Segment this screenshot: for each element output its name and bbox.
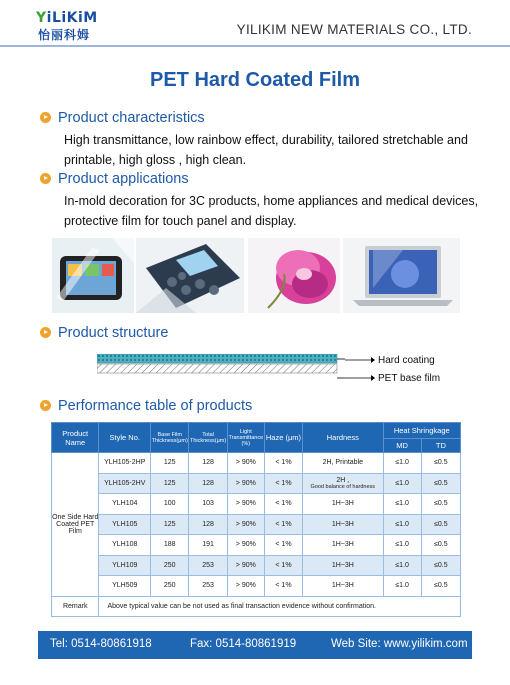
footer-website[interactable]: Web Site: www.yilikim.com bbox=[331, 638, 468, 650]
table-cell-hardness bbox=[303, 473, 383, 494]
photo-smartphone bbox=[52, 238, 134, 313]
header-base-film: Base Film Thickness(μm) bbox=[151, 423, 189, 453]
table-cell-hardness: 1H~3H bbox=[303, 555, 383, 576]
table-cell-total: 128 bbox=[189, 514, 227, 535]
table-cell-base: 125 bbox=[151, 514, 189, 535]
characteristics-text bbox=[64, 130, 468, 170]
section-heading-characteristics bbox=[40, 110, 205, 126]
performance-table bbox=[51, 422, 461, 617]
hardness-line-1: 2H , bbox=[336, 476, 350, 484]
header-total-thickness: Total Thickness(μm) bbox=[189, 423, 227, 453]
characteristics-line-1: High transmittance, low rainbow effect, durability, tailored stretchable and bbox=[64, 133, 468, 147]
table-cell-md: ≤1.0 bbox=[383, 494, 421, 515]
applications-line-2: protective film for touch panel and display. bbox=[64, 214, 297, 228]
header-md: MD bbox=[383, 439, 421, 453]
company-logo bbox=[36, 10, 98, 44]
table-row bbox=[52, 514, 461, 535]
table-cell-light: > 90% bbox=[227, 514, 264, 535]
footer-tel: Tel: 0514-80861918 bbox=[50, 638, 152, 650]
header-haze: Haze (μm) bbox=[264, 423, 302, 453]
section-heading-text: Product applications bbox=[58, 171, 189, 187]
header-td: TD bbox=[421, 439, 460, 453]
table-cell-style: YLH108 bbox=[99, 535, 151, 556]
logo-text: YiLiKiM bbox=[36, 10, 98, 26]
table-cell-haze: < 1% bbox=[264, 555, 302, 576]
table-cell-td: ≤0.5 bbox=[421, 535, 460, 556]
table-row bbox=[52, 576, 461, 597]
applications-line-1: In-mold decoration for 3C products, home appliances and medical devices, bbox=[64, 194, 479, 208]
table-cell-md: ≤1.0 bbox=[383, 473, 421, 494]
header-divider bbox=[0, 45, 510, 47]
table-cell-haze: < 1% bbox=[264, 494, 302, 515]
photo-laptop bbox=[343, 238, 460, 313]
header-light-transmittance: Light Transmittance (%) bbox=[227, 423, 264, 453]
table-cell-style: YLH109 bbox=[99, 555, 151, 576]
table-cell-total: 253 bbox=[189, 576, 227, 597]
table-cell-td: ≤0.5 bbox=[421, 555, 460, 576]
product-name-cell: One Side Hard Coated PET Film bbox=[52, 453, 99, 597]
table-cell-md: ≤1.0 bbox=[383, 576, 421, 597]
table-cell-td: ≤0.5 bbox=[421, 576, 460, 597]
label-hard-coating: Hard coating bbox=[378, 355, 435, 366]
header-product-name: Product Name bbox=[52, 423, 99, 453]
section-heading-applications bbox=[40, 171, 189, 187]
table-cell-haze: < 1% bbox=[264, 535, 302, 556]
table-cell-hardness: 1H~3H bbox=[303, 514, 383, 535]
table-cell-td: ≤0.5 bbox=[421, 494, 460, 515]
pet-base-layer bbox=[97, 364, 337, 373]
structure-arrows bbox=[345, 356, 375, 386]
section-heading-text: Performance table of products bbox=[58, 398, 253, 414]
table-cell-haze: < 1% bbox=[264, 453, 302, 474]
table-cell-td: ≤0.5 bbox=[421, 514, 460, 535]
table-cell-style: YLH509 bbox=[99, 576, 151, 597]
footer-fax: Fax: 0514-80861919 bbox=[190, 638, 297, 650]
bullet-icon bbox=[40, 112, 51, 123]
table-cell-td: ≤0.5 bbox=[421, 473, 460, 494]
photo-flower bbox=[248, 238, 340, 313]
table-row bbox=[52, 555, 461, 576]
table-cell-total: 128 bbox=[189, 453, 227, 474]
table-cell-light: > 90% bbox=[227, 494, 264, 515]
page-title: PET Hard Coated Film bbox=[149, 69, 361, 91]
table-cell-total: 191 bbox=[189, 535, 227, 556]
hardness-line-2: Good balance of hardness bbox=[310, 483, 376, 490]
table-cell-hardness: 1H~3H bbox=[303, 576, 383, 597]
bullet-icon bbox=[40, 327, 51, 338]
remark-text: Above typical value can be not used as final transaction evidence without confirmation. bbox=[99, 596, 461, 617]
table-cell-light: > 90% bbox=[227, 473, 264, 494]
logo-chinese-text: 怡丽科姆 bbox=[38, 28, 91, 42]
table-cell-base: 250 bbox=[151, 555, 189, 576]
table-cell-base: 188 bbox=[151, 535, 189, 556]
bullet-icon bbox=[40, 400, 51, 411]
label-pet-base-film: PET base film bbox=[378, 373, 441, 384]
table-cell-light: > 90% bbox=[227, 576, 264, 597]
table-cell-md: ≤1.0 bbox=[383, 514, 421, 535]
table-cell-md: ≤1.0 bbox=[383, 535, 421, 556]
table-cell-base: 125 bbox=[151, 453, 189, 474]
section-heading-performance bbox=[40, 398, 252, 414]
table-cell-hardness: 2H, Printable bbox=[303, 453, 383, 474]
table-cell-haze: < 1% bbox=[264, 576, 302, 597]
table-row bbox=[52, 473, 461, 494]
table-cell-md: ≤1.0 bbox=[383, 453, 421, 474]
table-cell-hardness: 1H~3H bbox=[303, 494, 383, 515]
table-cell-td: ≤0.5 bbox=[421, 453, 460, 474]
table-row bbox=[52, 453, 461, 474]
table-cell-total: 253 bbox=[189, 555, 227, 576]
table-cell-md: ≤1.0 bbox=[383, 555, 421, 576]
table-cell-base: 125 bbox=[151, 473, 189, 494]
table-cell-total: 103 bbox=[189, 494, 227, 515]
header-heat-shrinkage: Heat Shringkage bbox=[383, 423, 460, 439]
footer-bar bbox=[38, 631, 472, 659]
section-heading-text: Product structure bbox=[58, 325, 169, 341]
table-cell-haze: < 1% bbox=[264, 514, 302, 535]
company-name: YILIKIM NEW MATERIALS CO., LTD. bbox=[236, 22, 472, 37]
table-cell-style: YLH105-2HV bbox=[99, 473, 151, 494]
section-heading-text: Product characteristics bbox=[58, 110, 205, 126]
table-cell-light: > 90% bbox=[227, 453, 264, 474]
applications-text bbox=[64, 191, 478, 231]
table-cell-style: YLH104 bbox=[99, 494, 151, 515]
table-cell-hardness: 1H~3H bbox=[303, 535, 383, 556]
table-cell-base: 250 bbox=[151, 576, 189, 597]
table-cell-light: > 90% bbox=[227, 535, 264, 556]
header-style-no: Style No. bbox=[99, 423, 151, 453]
table-cell-style: YLH105-2HP bbox=[99, 453, 151, 474]
remark-label: Remark bbox=[52, 596, 99, 617]
table-row bbox=[52, 494, 461, 515]
table-cell-base: 100 bbox=[151, 494, 189, 515]
arrow-right-icon bbox=[371, 357, 375, 363]
table-cell-light: > 90% bbox=[227, 555, 264, 576]
bullet-icon bbox=[40, 173, 51, 184]
table-cell-style: YLH105 bbox=[99, 514, 151, 535]
table-row bbox=[52, 535, 461, 556]
arrow-right-icon bbox=[371, 375, 375, 381]
structure-diagram bbox=[97, 354, 347, 388]
characteristics-line-2: printable, high gloss , high clean. bbox=[64, 153, 247, 167]
hard-coating-layer bbox=[97, 354, 337, 363]
section-heading-structure bbox=[40, 325, 168, 341]
table-cell-haze: < 1% bbox=[264, 473, 302, 494]
photo-control-panel bbox=[136, 238, 244, 313]
table-cell-total: 128 bbox=[189, 473, 227, 494]
header-hardness: Hardness bbox=[303, 423, 383, 453]
